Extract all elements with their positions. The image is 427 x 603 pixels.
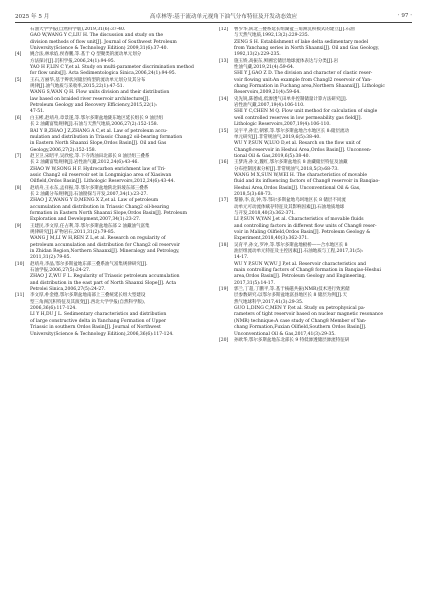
reference-number: [5] xyxy=(15,77,22,83)
header-date: 2025 年 5 月 xyxy=(15,14,50,20)
reference-number: [20] xyxy=(219,337,229,343)
reference-line: 分布控制因素分析[J].非常规油气,2018,5(3):68-73. xyxy=(234,166,339,172)
reference-line: 黎静,李,袁,钟,等.鄂尔多斯盆地乌珂地区长 8 储层不同流 xyxy=(234,198,346,204)
reference-text xyxy=(30,78,208,116)
reference-number: [13] xyxy=(219,58,229,64)
reference-line: Petrolei Sinica,2006,27(5):24-27. xyxy=(30,287,106,293)
reference-line: Petroleum Geology and Recovery Efficiency,2015,22(1): xyxy=(30,103,158,109)
reference-line: BAI Y B,ZHAO J Z,ZHANG A C,et al. Law of petroleum accu- xyxy=(30,128,168,134)
reference-line: in Eastern North Shaanxi Slope,Ordos Basin[J]. Oil and Gas xyxy=(30,141,167,147)
reference-line: assic Chang2 oil reservoir set in Longmiqiao area of Xiasiwan xyxy=(30,172,172,178)
reference-text xyxy=(30,262,208,294)
reference-line: Triassic in southern Ordos Basin[J]. Journal of Northwest xyxy=(30,325,161,331)
reference-line: University(Science & Technology Edition),2006,36(6):117-124. xyxy=(30,331,174,337)
reference-number: [6] xyxy=(15,115,22,121)
reference-line: voir flowing unit:An example from Changl2 reservoir of Yan- xyxy=(234,77,372,83)
reference-line: 史先锐,陈德成,低渗透气田单井控制储量计算方法研究[J]. xyxy=(234,96,348,102)
reference-line: 规律[J].油气地质与采收率,2015,22(1):47-51. xyxy=(30,84,125,90)
reference-entry xyxy=(15,116,208,154)
reference-line: rameters of tight reservoir based on nuclear magnetic resonance xyxy=(234,312,384,318)
reference-line: 与开发,2018,40(3):362-371. xyxy=(234,210,296,216)
reference-line: 47-51. xyxy=(30,109,45,115)
reference-line: 郭兰,丁超,丁鹏平,等.基于核磁共振(NMR)技术进行致密储 xyxy=(234,287,350,293)
reference-line: division methods of flow unit[J]. Journal of Southwest Petroleum xyxy=(30,39,177,45)
reference-text xyxy=(234,287,412,338)
reference-line: main controlling factors of Chang8 formation in Banqiao-Heshui xyxy=(234,268,382,274)
reference-line: law based on braided river reservoir architecture[J]. xyxy=(30,96,150,102)
reference-text xyxy=(234,97,412,129)
reference-entry xyxy=(219,27,412,59)
reference-line: of large constructive delta in Yanchang Formation of Upper xyxy=(30,318,167,324)
reference-line: Reservoirs,2009,21(4):59-64. xyxy=(234,90,301,96)
reference-entry xyxy=(219,287,412,338)
reference-number: [15] xyxy=(219,128,229,134)
reference-text xyxy=(30,116,208,154)
header-rule xyxy=(15,22,412,23)
reference-text xyxy=(234,129,412,161)
reference-entry xyxy=(219,243,412,287)
reference-line: and controlling factors in different flow units of Chang8 reser- xyxy=(234,223,377,229)
reference-line: Heshui Area,Ordos Basin[J]. Unconventional Oil & Gas, xyxy=(234,185,361,191)
reference-line: chang Formation in Fuchang area,Northern Shaanxi[J]. Lithologic xyxy=(234,84,385,90)
reference-entry xyxy=(219,59,412,97)
reference-line: 2011,31(2):79-85. xyxy=(30,255,71,261)
reference-line: ZENG S H. Establishment of lake delta sedimentary model xyxy=(234,39,369,45)
reference-line: 吴育平,孙文,罗冲,等.鄂尔多斯盆地板桥——合水地区长 8 xyxy=(234,242,348,248)
references-right-column xyxy=(219,27,412,598)
reference-line: 方法探讨[J].沉积学报,2006,24(1):94-95. xyxy=(30,58,116,64)
reference-line: ZHAO J Z,WANG Y D,MENG X Z,et al. Law of petroleum xyxy=(30,198,159,204)
reference-line: University(Science & Technology Edition) 2009,31(6):37-40. xyxy=(30,46,168,52)
reference-line: 曹少华,陕北三叠系延长组湖盆三角洲沉积模式的建立[J].石油 xyxy=(234,27,355,32)
reference-entry xyxy=(15,27,208,52)
reference-line: in Zhidan Region,Northern Shaanxi[J]. Mineralogy and Petrology, xyxy=(30,249,180,255)
reference-number: [7] xyxy=(15,153,22,159)
reference-line: fluid and its influencing factors of Chang8 reservoir in Banqiao- xyxy=(234,179,380,185)
reference-line: 与天然气地质,1992,13(2):229-235. xyxy=(234,33,310,39)
reference-line: 1992,13(2):229-235. xyxy=(234,52,281,58)
reference-number: [9] xyxy=(15,223,22,229)
reference-number: [18] xyxy=(219,242,229,248)
reference-entry xyxy=(15,154,208,186)
reference-line: for flow units[J]. Acta Sedimentologica Sinica,2006,24(1):94-95. xyxy=(30,71,177,77)
reference-line: 油层组流动单元特征及主控因素[J].石油地质与工程,2017,31(5): xyxy=(234,249,364,255)
reference-number: [14] xyxy=(219,96,229,102)
reference-line: mulation and distribution in Triassic Chang2 oil-bearing formation xyxy=(30,134,183,140)
reference-line: Oilfield,Ordos Basin[J]. Lithologic Reservoirs,2012,24(6):43-44. xyxy=(30,179,175,185)
reference-line: WANG J M,LI W H,REN Z L,et al. Research on regularity of xyxy=(30,236,166,242)
reference-text xyxy=(30,27,208,52)
reference-line: Geology,2006,27(2):152-158. xyxy=(30,147,96,153)
reference-entry xyxy=(15,52,208,77)
reference-line: 长 2 油藏富集规律[J].石油与天然气地质,2006,27(2):152-158. xyxy=(30,122,159,128)
reference-line: 性油气藏,2019,21(4):59-64. xyxy=(234,65,295,71)
reference-line: voir in Maling Oilfield,Ordos Basin[J]. Petroleum Geology & xyxy=(234,230,371,235)
reference-number: [16] xyxy=(219,160,229,166)
reference-line: WU Y P,SUN W,WU J P,et al. Reservoir characteristics and xyxy=(234,261,367,267)
reference-line: petroleum accumulation and distribution for Chang2 oil reservoir xyxy=(30,242,180,248)
reference-line: from Yanchang series in North Shaanxi[J]. Oil and Gas Geology, xyxy=(234,46,380,52)
reference-line: Chang8:reservoir in Heshui Area,Ordos Basin[J]. Unconven- xyxy=(234,147,372,153)
reference-line: 层参数研究:以鄂尔多斯盆地富县地区长 8 储层为例[J].天 xyxy=(234,293,347,299)
reference-line: accumulation and distribution in Triassic Chang2 oil-bearing xyxy=(30,204,170,210)
reference-line: ZHAO W W,SONG H F. Hydrocarbon enrichment law of Tri- xyxy=(30,166,166,172)
reference-line: area,Ordos Basin[J]. Petroleum Geology and Engineering, xyxy=(234,274,366,280)
reference-number: [10] xyxy=(15,261,25,267)
reference-line: 石油大学学报(自然科学版),2019,31(6):37-40. xyxy=(30,27,126,32)
reference-line: 14-17. xyxy=(234,255,249,261)
reference-line: 规律研究[J].矿物岩石,2011,31(2):79-85. xyxy=(30,230,116,235)
reference-line: SHI Y J,GAO Z D. The division and character of clastic reser- xyxy=(234,71,373,77)
references-left-column xyxy=(15,27,208,598)
reference-line: well controlled reserves in low permeability gas field[J]. xyxy=(234,115,362,121)
reference-number: [17] xyxy=(219,198,229,204)
reference-line: 李文厚,朴金德,鄂尔多斯盆地南部上三叠统延长组大型建设 xyxy=(30,293,146,299)
reference-entry xyxy=(219,198,412,242)
reference-line: chang Formation,Fuxian Oilfield,Southern Ordos Basin[J]. xyxy=(234,325,367,331)
reference-line: 吴宇平,孙宏,朝邪,等.鄂尔多斯盆地合水地区长 8:储层流动 xyxy=(234,128,350,134)
reference-line: GUO L,DING C,MEN Y P,et al. Study on petrophysical pa- xyxy=(234,306,366,312)
reference-line: YAO H F,LIN C Y,et al. Study on multi-parameter discrimination method xyxy=(30,65,194,71)
reference-line: 赵靖舟,李晶,鄂尔多斯盆地东部三叠系油气富集规律研究[J]. xyxy=(30,261,148,267)
reference-text xyxy=(234,27,412,59)
reference-line: 长 2 油藏富集规律[J].岩性油气藏,2012,24(6):43-46. xyxy=(30,160,139,166)
reference-line: 2006,36(6):117-124. xyxy=(30,306,77,312)
reference-line: LI P,SUN W,YAN J,et al. Characteristics of movable fluids xyxy=(234,217,364,223)
reference-text xyxy=(234,160,412,198)
reference-line: 赵靖舟,王永东,孟祥振,等.鄂尔多斯盆地陕北斜坡东部三叠系 xyxy=(30,185,149,191)
reference-line: Exploration and Development,2007,34(1):23-27. xyxy=(30,217,141,223)
reference-number: [11] xyxy=(15,293,25,299)
reference-number: [4] xyxy=(15,52,22,58)
reference-entry xyxy=(15,262,208,294)
reference-entry xyxy=(219,160,412,198)
reference-text xyxy=(234,243,412,287)
reference-line: 岩性油气藏,2007,19(4):106-110. xyxy=(234,103,305,109)
reference-line: 型三角洲沉积特征及其演变[J].西北大学学报(自然科学版), xyxy=(30,299,146,305)
reference-line: 孙欧华,鄂尔多斯盆地东北部长 9 特低渗透储层渗流特征研 xyxy=(234,337,350,343)
reference-line: tional Oil & Gas,2019,6(5):38-40. xyxy=(234,153,310,159)
reference-line: SHI Y C,CHEN M Q. Flow unit method for calculation of single xyxy=(234,109,378,115)
reference-line: 王石,万丽华,基于辫状河储层构型的流动单元划分及其分布 xyxy=(30,77,146,83)
reference-line: 赵卫卫,宋昭平,吴欣松,等.下寺湾油田北部长 8 油层组三叠系 xyxy=(30,153,150,159)
reference-text xyxy=(30,224,208,262)
reference-text xyxy=(30,154,208,186)
reference-line: 白玉彬,赵靖舟,章景遂,等.鄂尔多斯盆地陇东地区延长组长 9 油层组 xyxy=(30,115,163,121)
reference-line: 动单元可动流体赋存特征及其影响因素[J].石油地质地球 xyxy=(234,204,345,210)
reference-line: 单元研究[J].非常规油气,2019,6(5):38-40. xyxy=(234,134,321,140)
reference-line: WANG S,WAN Q H. Flow units division and their distribution xyxy=(30,90,170,96)
reference-line: WU Y P,SUN W,LUO D,et al. Resarch on the flow unit of xyxy=(234,141,361,147)
header-page-number: · 97 · xyxy=(397,13,412,19)
reference-line: 姚合法,林承焰,侯春鹏,等.基于 Q 型聚类的流动单元划分 xyxy=(30,52,142,58)
reference-line: 然气地球科学,2017,41(3):29-35. xyxy=(234,299,304,305)
reference-number: [19] xyxy=(219,287,229,293)
reference-entry xyxy=(15,224,208,262)
reference-line: 2018,5(3):68-73. xyxy=(234,191,273,197)
reference-entry xyxy=(15,186,208,224)
reference-line: and distribution in the east part of North Shaanxi Slope[J]. Acta xyxy=(30,280,177,286)
reference-line: 施玉娇,高振东,鲜圃宏储层地球流体表达与分类[J].岩 xyxy=(234,58,339,64)
reference-line: Unconventional Oil & Gas,2017,41(3):29-35. xyxy=(234,331,336,337)
reference-line: LI Y H,DU J L. Sedimentary characteristics and distribution xyxy=(30,312,167,318)
reference-entry xyxy=(15,293,208,337)
reference-number: [12] xyxy=(219,27,229,32)
reference-text xyxy=(30,52,208,77)
reference-text xyxy=(234,59,412,97)
reference-line: WANG M X,SUN W,WEI H. The characteristics of movable xyxy=(234,172,368,178)
reference-entry xyxy=(15,78,208,116)
reference-text xyxy=(30,293,208,337)
reference-line: 石油学报,2006,27(5):24-27. xyxy=(30,268,91,274)
reference-line: 2017,31(5):14-17. xyxy=(234,280,275,286)
reference-number xyxy=(15,27,30,52)
reference-line: (NMR) technique:A case study of Chang8 Member of Yan- xyxy=(234,318,367,324)
reference-entry xyxy=(219,97,412,129)
reference-line: ZHAO J Z,WU F L. Regularity of Triassic petroleum accumulation xyxy=(30,274,180,280)
references-columns xyxy=(15,27,412,598)
reference-text xyxy=(234,338,412,344)
reference-text xyxy=(234,198,412,242)
reference-line: 长 2 油藏分布规律[J].石油勘探与开发,2007,34(1):23-27. xyxy=(30,191,148,197)
reference-line: Lithologic Reservoirs,2007,19(4):106-110. xyxy=(234,122,331,128)
reference-line: GAO W,WANG Y C,LIU H. The discussion and study on the xyxy=(30,33,164,39)
reference-line: 王梦涛,孙文,魏红,鄂尔多斯盆地长 8 油藏储层特征及油藏 xyxy=(234,160,348,166)
reference-line: formation in Eastern North Shaanxi Slope,Ordos Basin[J]. Petroleum xyxy=(30,210,187,216)
reference-line: 王建民,李文厚,任占利,等.鄂尔多斯盆地东部 2 油藏油气富集 xyxy=(30,223,150,229)
reference-entry xyxy=(219,338,412,344)
header-title: 高卓林等:基于流动单元视角下油气分布特征及开发动态效应 xyxy=(149,14,298,20)
reference-number: [8] xyxy=(15,185,22,191)
reference-text xyxy=(30,186,208,224)
page-header xyxy=(15,9,412,23)
reference-entry xyxy=(219,129,412,161)
reference-line: Experiment,2018,40(3):362-371. xyxy=(234,236,309,242)
